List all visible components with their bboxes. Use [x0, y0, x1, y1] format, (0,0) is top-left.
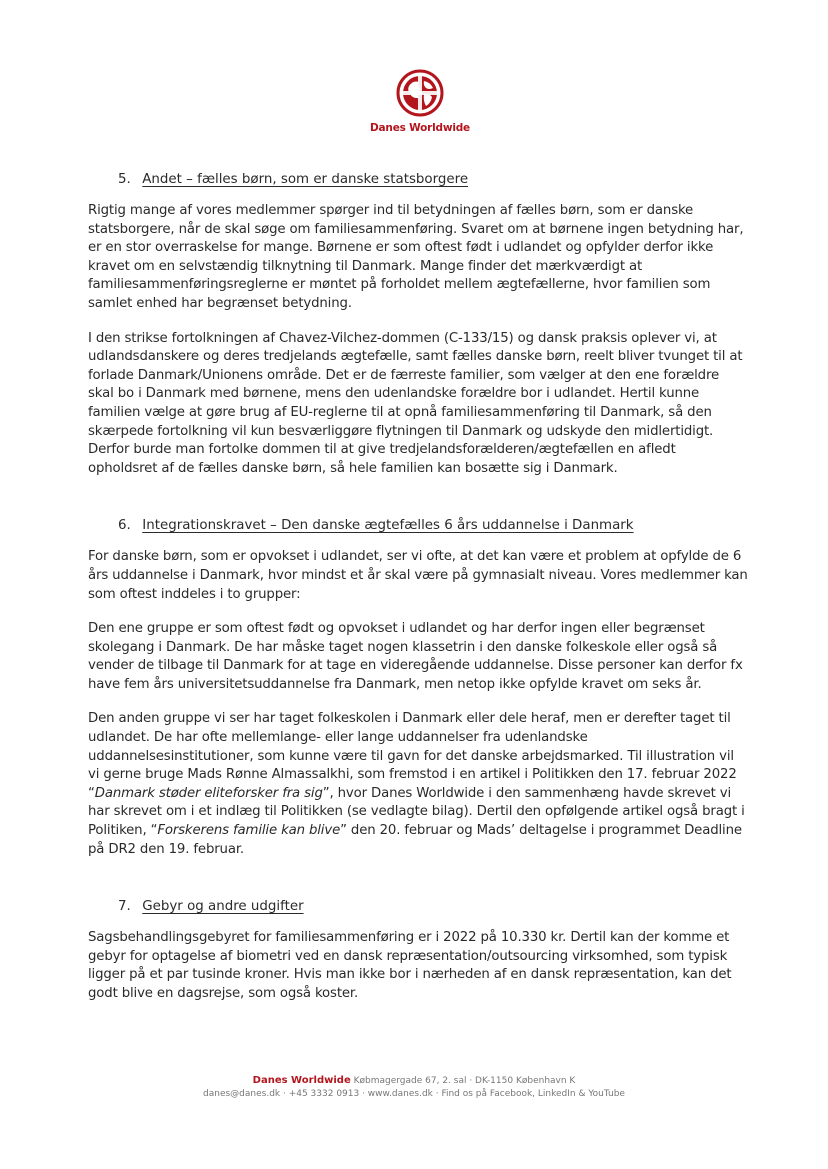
section-title: Gebyr og andre udgifter: [142, 899, 304, 915]
document-body: [88, 170, 748, 1020]
footer-address: Købmagergade 67, 2. sal · DK-1150 København K: [353, 1076, 576, 1086]
section-number: 7.: [118, 899, 131, 915]
section-title: Andet – fælles børn, som er danske statsborgere: [142, 172, 469, 187]
section-heading-7: [118, 897, 748, 917]
page-footer: [0, 1074, 828, 1101]
paragraph-with-citations: [88, 710, 748, 859]
paragraph-text: Den anden gruppe vi ser har taget folkeskolen i Danmark eller dele heraf, men er derefter taget til udlandet. De har ofte mellemlange- eller lange uddannelser fra udenlandske uddannelsesinstitutioner, som kunne være til gavn for det danske arbejdsmarked. Til illustration vil vi gerne bruge Mads Rønne Almassalkhi, som fremstod i en artikel i Politikken den 17. februar 2022 “: [88, 711, 737, 801]
section-heading-5: [118, 170, 748, 190]
paragraph: Den ene gruppe er som oftest født og opvokset i udlandet og har derfor ingen eller begrænset skolegang i Danmark. De har måske taget nogen klassetrin i den danske folkeskole eller også så vender de tilbage til Danmark for at tage en videregående uddannelse. Disse personer kan derfor fx have fem års universitetsuddannelse fra Danmark, men netop ikke opfylde kravet om seks år.: [88, 621, 743, 692]
footer-contact: danes@danes.dk · +45 3332 0913 · www.danes.dk · Find os på Facebook, LinkedIn & YouTube: [203, 1089, 625, 1099]
paragraph-text: ”, hvor Danes Worldwide i den sammenhæng havde skrevet vi har skrevet om i et indlæg til Politikken (se vedlagte bilag). Dertil den opfølgende artikel også bragt i Politiken, “: [88, 785, 745, 839]
globe-logo-icon: [395, 68, 445, 118]
paragraph: Sagsbehandlingsgebyret for familiesammenføring er i 2022 på 10.330 kr. Dertil kan der komme et gebyr for optagelse af biometri ved en dansk repræsentation/outsourcing virksomhed, som typisk ligger på et par tusinde kroner. Hvis man ikke bor i nærheden af en dansk repræsentation, kan det godt blive en dagsrejse, som også koster.: [88, 930, 732, 1001]
paragraph-text: ” den 20. februar og Mads’ deltagelse i programmet Deadline på DR2 den 19. februar.: [88, 823, 742, 857]
brand-name: Danes Worldwide: [370, 122, 470, 134]
brand-logo: [365, 68, 475, 134]
section-title: Integrationskravet – Den danske ægtefælles 6 års uddannelse i Danmark: [142, 518, 634, 534]
section-number: 6.: [118, 518, 131, 534]
section-heading-6: [118, 516, 748, 536]
article-title: Forskerens familie kan blive: [157, 823, 341, 839]
section-number: 5.: [118, 172, 131, 187]
article-title: Danmark støder eliteforsker fra sig: [94, 785, 323, 801]
paragraph: I den strikse fortolkningen af Chavez-Vilchez-dommen (C-133/15) og dansk praksis oplever vi, at udlandsdanskere og deres tredjelands ægtefælle, samt fælles danske børn, reelt bliver tvunget til at forlade Danmark/Unionens område. Det er de færreste familier, som vælger at den ene forældre skal bo i Danmark med børnene, mens den udenlandske forældre bor i udlandet. Hertil kunne familien vælge at gøre brug af EU-reglerne til at opnå familiesammenføring til Danmark, så den skærpede fortolkning vil kun besværliggøre flytningen til Danmark og udskyde den midlertidigt. Derfor burde man fortolke dommen til at give tredjelandsforælderen/ægtefællen en afledt opholdsret af de fælles danske børn, så hele familien kan bosætte sig i Danmark.: [88, 330, 743, 476]
paragraph: Rigtig mange af vores medlemmer spørger ind til betydningen af fælles børn, som er danske statsborgere, når de skal søge om familiesammenføring. Svaret om at børnene ingen betydning har, er en stor overraskelse for mange. Børnene er som oftest født i udlandet og opfylder derfor ikke kravet om en selvstændig tilknytning til Danmark. Mange finder det mærkværdigt at familiesammenføringsreglerne er møntet på forholdet mellem ægtefællerne, hvor familien som samlet enhed har begrænset betydning.: [88, 203, 744, 311]
footer-brand: Danes Worldwide: [252, 1075, 351, 1086]
paragraph: For danske børn, som er opvokset i udlandet, ser vi ofte, at det kan være et problem at opfylde de 6 års uddannelse i Danmark, hvor mindst et år skal være på gymnasialt niveau. Vores medlemmer kan som oftest inddeles i to grupper:: [88, 549, 748, 602]
